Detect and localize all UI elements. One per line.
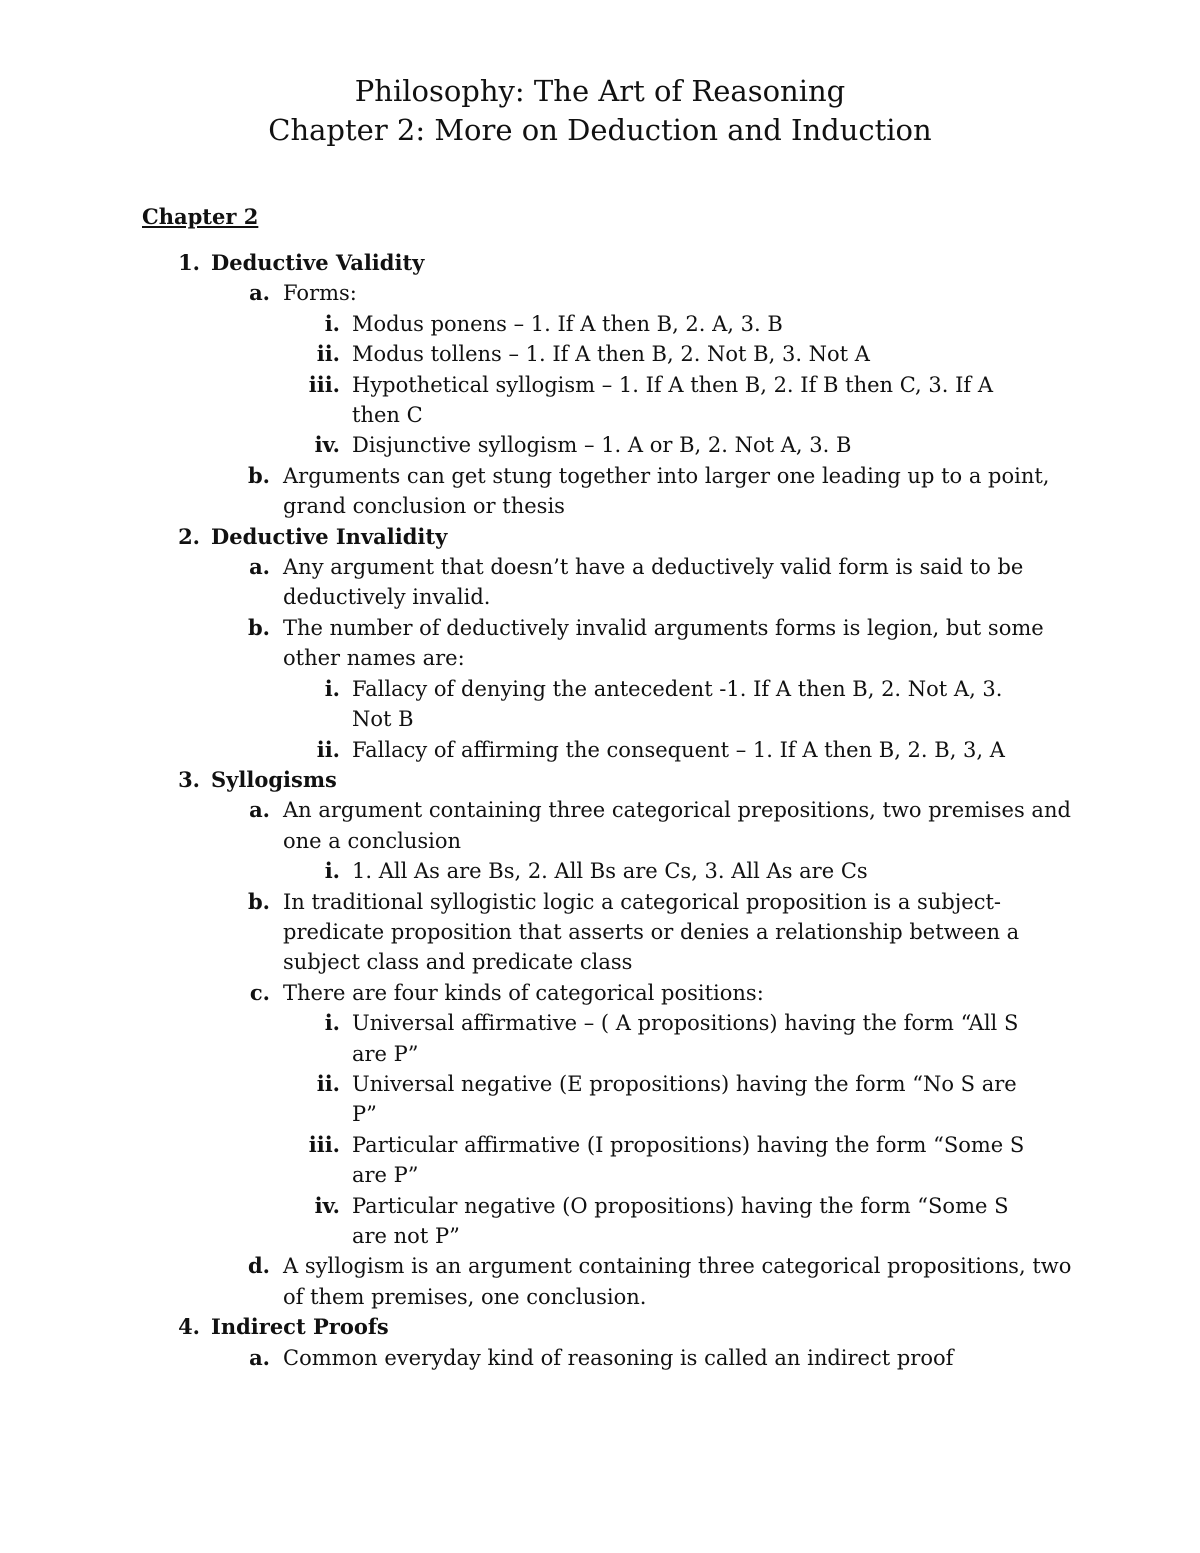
sub-list-item-text: Universal affirmative – ( A propositions) having the form “All S are P” (352, 1011, 1019, 1066)
section-heading (0, 1312, 1200, 1342)
list-item (0, 613, 1200, 674)
list-item (0, 1251, 1200, 1312)
outline-list (0, 248, 1200, 1373)
sub-list-item (0, 735, 1200, 765)
list-item-text: In traditional syllogistic logic a categorical proposition is a subject-predicate proposition that asserts or denies a relationship between a subject class and predicate class (283, 889, 1020, 975)
list-item (0, 887, 1200, 978)
sub-list-item (0, 1191, 1200, 1252)
sub-list-item (0, 430, 1200, 460)
sub-list-item-text: Hypothetical syllogism – 1. If A then B, 2. If B then C, 3. If A then C (352, 372, 994, 428)
section-heading-text: Deductive Validity (211, 250, 425, 275)
list-item (0, 552, 1200, 613)
sub-list-item-marker: ii. (316, 1070, 340, 1096)
sub-list-item-text: Disjunctive syllogism – 1. A or B, 2. Not A, 3. B (352, 433, 852, 458)
list-item (0, 978, 1200, 1008)
sub-list-item-text: Modus ponens – 1. If A then B, 2. A, 3. B (352, 311, 783, 336)
sub-list-item-marker: iii. (308, 1131, 340, 1157)
list-item-text: Arguments can get stung together into larger one leading up to a point, grand conclusion or thesis (283, 463, 1050, 519)
list-item-marker: a. (249, 280, 270, 306)
sub-list-item-marker: iv. (314, 432, 340, 458)
sub-list-item-text: Universal negative (E propositions) having the form “No S are P” (352, 1071, 1017, 1127)
sub-list-item-marker: iv. (314, 1192, 340, 1218)
section-heading-marker: 2. (178, 523, 200, 549)
list-item (0, 278, 1200, 308)
sub-list-item-text: 1. All As are Bs, 2. All Bs are Cs, 3. All As are Cs (352, 859, 868, 884)
section-heading (0, 522, 1200, 552)
sub-list-item (0, 339, 1200, 369)
section-heading-marker: 1. (178, 250, 200, 275)
sub-list-item-text: Fallacy of affirming the consequent – 1. If A then B, 2. B, 3, A (352, 737, 1005, 762)
sub-list-item (0, 1069, 1200, 1130)
chapter-heading: Chapter 2 (142, 204, 259, 229)
sub-list-item-marker: i. (324, 858, 340, 884)
sub-list-item (0, 370, 1200, 431)
sub-list-item-marker: ii. (316, 736, 340, 762)
sub-list-item-text: Particular negative (O propositions) having the form “Some S are not P” (352, 1193, 1009, 1248)
list-item-text: A syllogism is an argument containing three categorical propositions, two of them premises, one conclusion. (283, 1254, 1072, 1309)
sub-list-item-marker: i. (324, 675, 340, 701)
list-item (0, 461, 1200, 522)
sub-list-item-text: Particular affirmative (I propositions) having the form “Some S are P” (352, 1132, 1025, 1188)
sub-list-item (0, 856, 1200, 886)
list-item-marker: a. (249, 554, 270, 580)
section-heading-text: Indirect Proofs (211, 1314, 389, 1340)
sub-list-item-marker: ii. (316, 341, 340, 367)
sub-list-item-text: Fallacy of denying the antecedent -1. If A then B, 2. Not A, 3. Not B (352, 676, 1003, 732)
list-item-marker: b. (248, 614, 270, 640)
sub-list-item-text: Modus tollens – 1. If A then B, 2. Not B, 3. Not A (352, 342, 870, 367)
list-item-marker: d. (248, 1253, 270, 1279)
sub-list-item (0, 309, 1200, 339)
list-item-marker: b. (248, 888, 270, 914)
list-item-marker: a. (249, 1344, 270, 1370)
sub-list-item-marker: i. (324, 1010, 340, 1036)
sub-list-item-marker: iii. (308, 371, 340, 397)
document-title: Philosophy: The Art of Reasoning (354, 74, 846, 108)
sub-list-item-marker: i. (324, 310, 340, 336)
section-heading-text: Deductive Invalidity (211, 523, 448, 549)
list-item-marker: b. (248, 462, 270, 488)
section-heading-marker: 4. (178, 1314, 200, 1340)
list-item-text: An argument containing three categorical prepositions, two premises and one a conclusion (283, 798, 1071, 853)
list-item-marker: a. (249, 797, 270, 823)
sub-list-item (0, 674, 1200, 735)
list-item-text: Common everyday kind of reasoning is called an indirect proof (283, 1345, 954, 1370)
list-item (0, 1343, 1200, 1373)
sub-list-item (0, 1130, 1200, 1191)
list-item-text: Any argument that doesn’t have a deductively valid form is said to be deductively invalid. (283, 555, 1024, 610)
section-heading-marker: 3. (178, 766, 200, 792)
list-item-marker: c. (249, 979, 270, 1005)
document-subtitle: Chapter 2: More on Deduction and Induction (268, 113, 932, 147)
section-heading (0, 765, 1200, 795)
document-title-block (0, 72, 1200, 150)
sub-list-item (0, 1008, 1200, 1069)
list-item-text: Forms: (283, 281, 357, 306)
section-heading (0, 248, 1200, 278)
list-item-text: The number of deductively invalid arguments forms is legion, but some other names are: (283, 615, 1044, 671)
list-item-text: There are four kinds of categorical positions: (283, 980, 764, 1005)
list-item (0, 795, 1200, 856)
section-heading-text: Syllogisms (211, 766, 337, 792)
